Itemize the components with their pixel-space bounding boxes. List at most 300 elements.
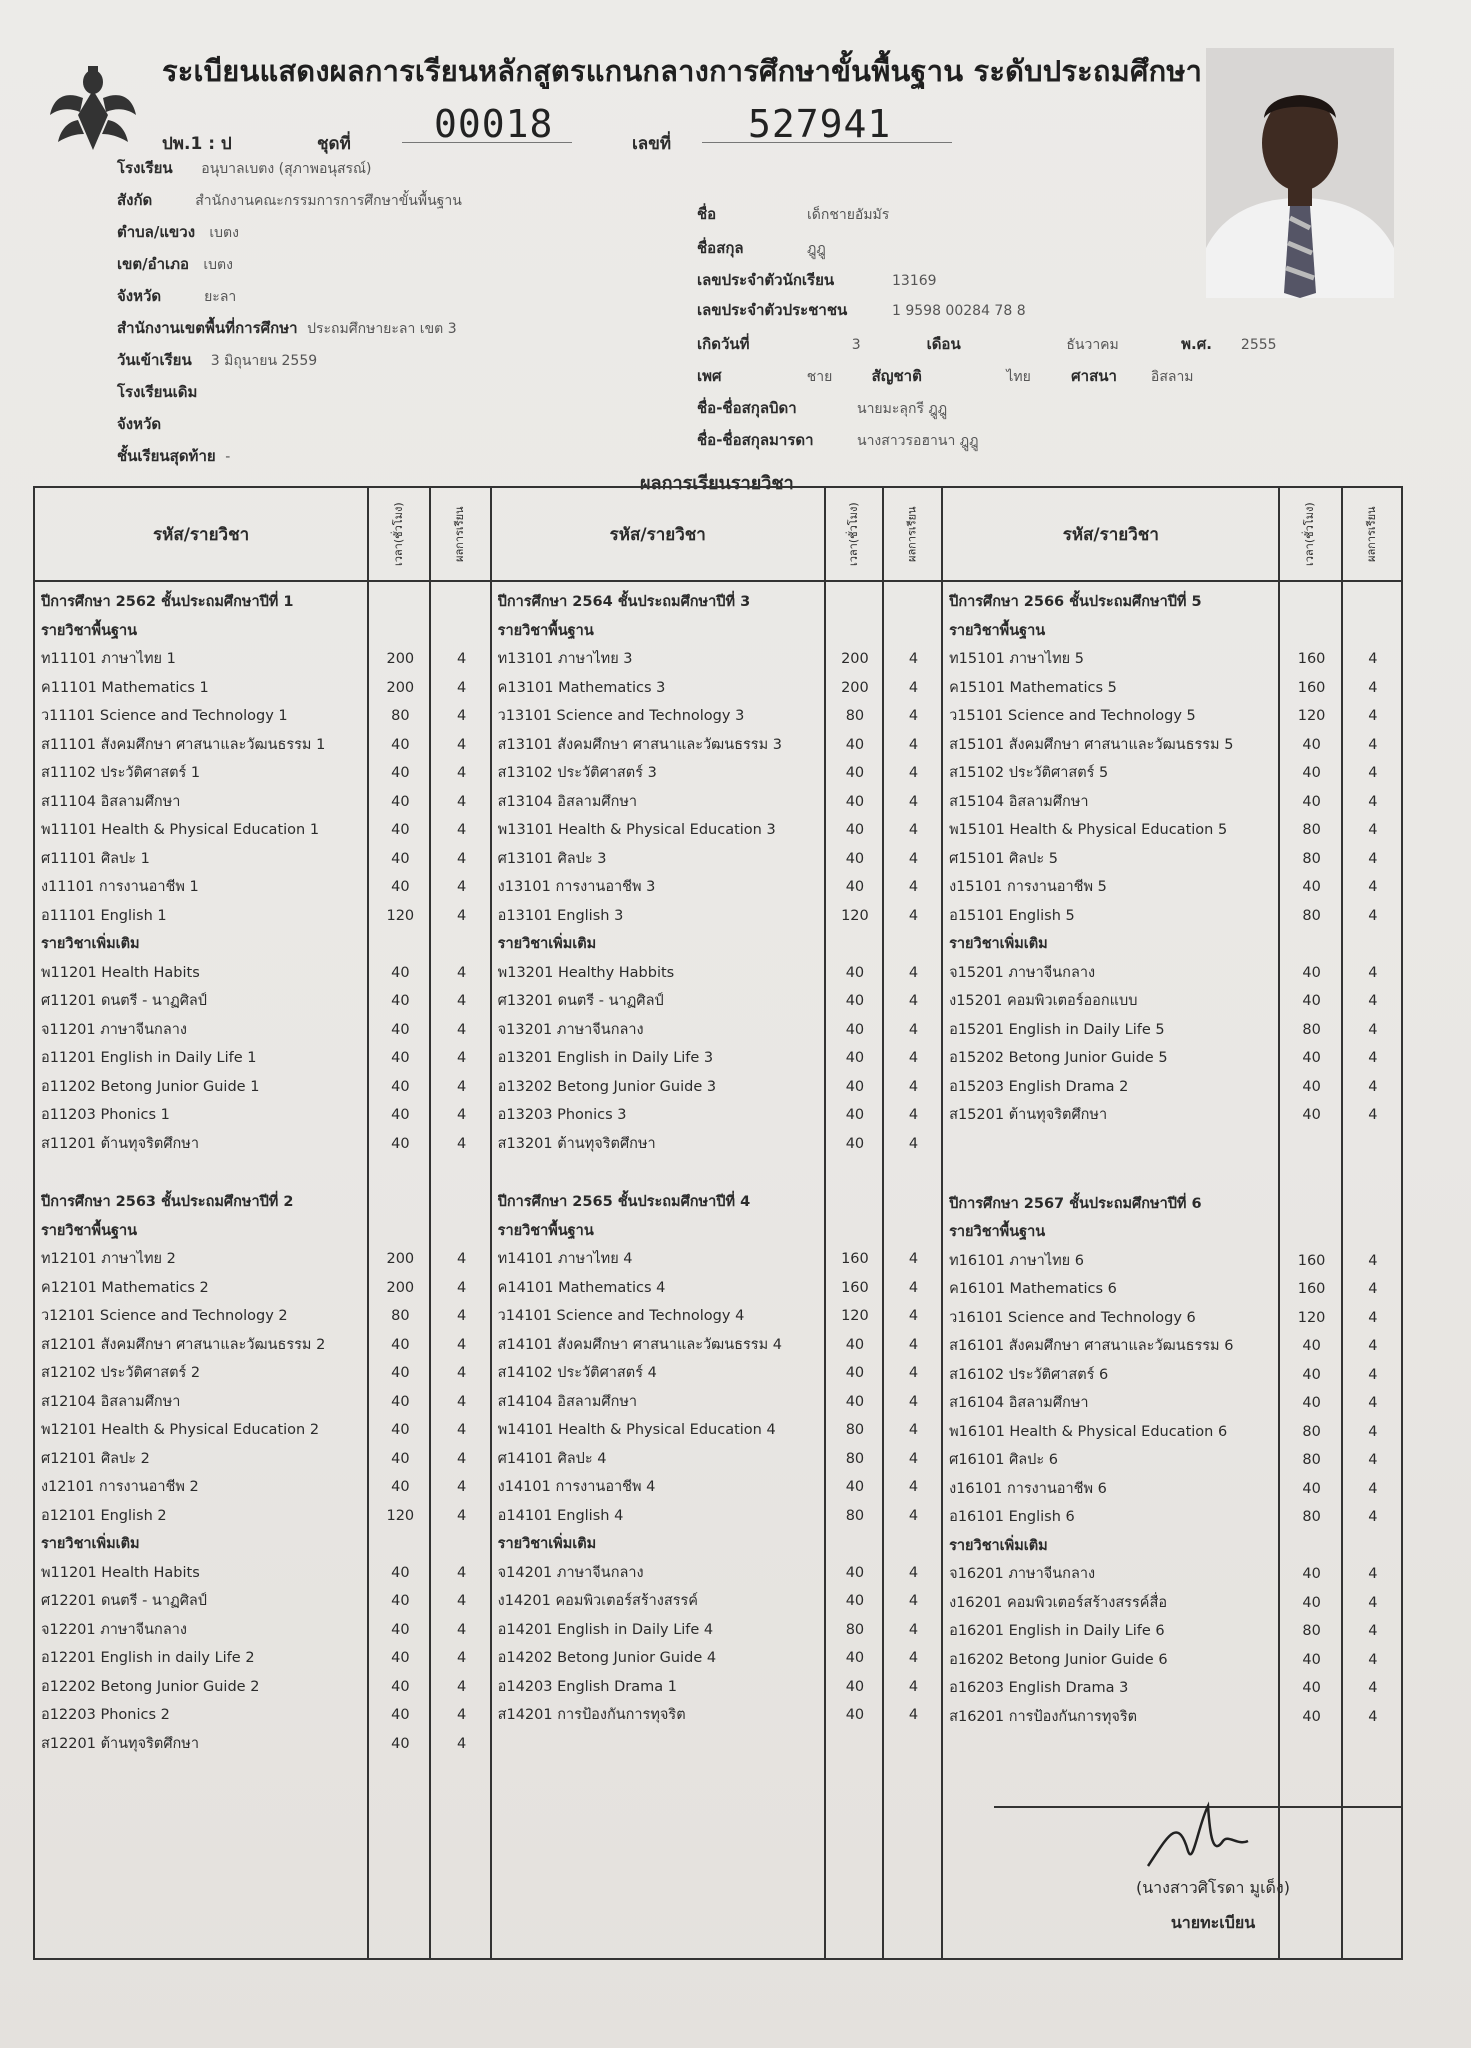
subject-grade: 4 [908,1078,919,1095]
subject-grade: 4 [1368,651,1378,667]
subject-name: ส12104 อิสลามศึกษา [41,1393,181,1410]
subject-grade: 4 [1368,850,1378,867]
district-value: เบตง [203,257,233,273]
district-label: เขต/อำเภอ [117,255,190,273]
subject-name: ง15101 การงานอาชีพ 5 [949,879,1107,895]
garuda-emblem-icon [48,60,138,155]
subject-hours: 80 [1302,850,1321,867]
subject-name: อ16201 English in Daily Life 6 [949,1623,1165,1639]
citizen-id-label: เลขประจำตัวประชาชน [697,301,848,319]
subject-hours: 40 [391,736,410,753]
subject-hours: 40 [391,1678,410,1695]
subject-hours: 40 [1302,793,1321,810]
subject-grade: 4 [908,651,919,667]
subject-hours: 160 [1297,1252,1326,1269]
subject-hours: 40 [845,1678,865,1695]
subject-grade: 4 [1368,1480,1378,1497]
subject-grade: 4 [1368,1623,1378,1639]
subject-grade: 4 [456,822,467,838]
subject-name: ศ13101 ศิลปะ 3 [497,850,607,867]
subject-grade [437,1188,485,1217]
subject-hours [375,930,425,959]
subject-hours: 40 [391,1422,410,1438]
subject-grade [437,1217,485,1246]
subject-hours: 120 [386,907,415,924]
subject-grade: 4 [1368,1366,1378,1383]
subject-grade [1349,617,1397,646]
subject-grade: 4 [456,708,467,724]
subject-grade: 4 [456,1050,467,1066]
section-heading: รายวิชาเพิ่มเติม [497,936,597,952]
subject-hours: 40 [391,1021,410,1038]
subject-hours: 40 [391,765,410,781]
subject-name: จ13201 ภาษาจีนกลาง [497,1021,644,1038]
subject-name: ง16101 การงานอาชีพ 6 [949,1480,1107,1497]
subject-grade [1349,930,1397,959]
subject-hours [832,588,878,617]
subject-hours: 40 [845,822,865,838]
subject-name: อ16203 English Drama 3 [949,1680,1129,1696]
subject-hours: 40 [845,1650,865,1666]
subject-hours [375,617,425,646]
subject-grade: 4 [908,850,919,867]
subject-name: ท13101 ภาษาไทย 3 [497,651,633,667]
subject-hours: 80 [845,1621,865,1638]
subject-hours [1286,1218,1336,1247]
subject-name: อ15202 Betong Junior Guide 5 [949,1050,1168,1066]
section-heading: ปีการศึกษา 2564 ชั้นประถมศึกษาปีที่ 3 [497,594,751,610]
subject-grade: 4 [908,1107,919,1123]
subject-header-3: รหัส/รายวิชา [942,487,1279,581]
last-grade-label: ชั้นเรียนสุดท้าย [117,447,216,465]
subject-grade: 4 [908,1050,919,1066]
student-id-value: 13169 [892,273,937,289]
subject-name: ศ11101 ศิลปะ 1 [41,850,150,867]
subject-hours: 120 [386,1507,415,1524]
subdistrict-label: ตำบล/แขวง [117,223,196,241]
birth-year-value: 2555 [1240,337,1277,353]
subject-hours: 120 [1297,708,1326,724]
subject-hours [375,1188,425,1217]
subject-name: ศ16101 ศิลปะ 6 [949,1452,1058,1468]
subject-name: ว12101 Science and Technology 2 [41,1308,288,1324]
subject-name: อ11101 English 1 [41,907,167,924]
subject-name: อ13201 English in Daily Life 3 [497,1050,714,1066]
subject-name: ง15201 คอมพิวเตอร์ออกแบบ [949,993,1138,1009]
subject-hours: 40 [391,1707,410,1723]
subject-grade: 4 [908,1593,919,1609]
subject-name: พ14101 Health & Physical Education 4 [497,1422,776,1438]
subject-grade: 4 [1368,793,1378,810]
subject-grade: 4 [908,793,919,810]
subject-grade: 4 [908,1251,919,1267]
subject-hours [1286,930,1336,959]
grades-table [33,486,1403,1960]
subject-hours: 40 [1302,1338,1321,1354]
subject-grade: 4 [908,1393,919,1410]
subject-grade [437,588,485,617]
subject-name: ส13104 อิสลามศึกษา [497,793,638,810]
subject-hours: 80 [1302,1509,1321,1525]
subject-hours: 40 [391,1336,410,1353]
subject-name: ค13101 Mathematics 3 [497,679,666,696]
subject-grade: 4 [908,1021,919,1038]
subject-grade: 4 [908,1422,919,1438]
subject-name: อ14202 Betong Junior Guide 4 [497,1650,717,1666]
signature-icon [1138,1796,1258,1876]
mother-label: ชื่อ-ชื่อสกุลมารดา [697,431,814,449]
subdistrict-value: เบตง [209,225,239,241]
subject-name: พ13201 Healthy Habbits [497,964,675,981]
subject-hours: 200 [386,1251,415,1267]
subject-grade: 4 [908,879,919,895]
subject-grade: 4 [456,1678,467,1695]
subject-name: ง16201 คอมพิวเตอร์สร้างสรรค์สื่อ [949,1594,1168,1611]
registrar-signature [1098,1786,1328,1936]
subject-grade: 4 [456,1621,467,1638]
subject-hours: 160 [841,1279,869,1296]
subject-hours: 40 [1302,1480,1321,1497]
subject-hours [375,1217,425,1246]
subject-name: ส14101 สังคมศึกษา ศาสนาและวัฒนธรรม 4 [497,1336,782,1353]
subject-grade: 4 [908,1450,919,1467]
subject-grade: 4 [908,964,919,981]
subject-hours: 40 [845,1021,865,1038]
subject-hours: 40 [391,850,410,867]
edu-area-label: สำนักงานเขตพื้นที่การศึกษา [117,319,298,337]
subject-grade: 4 [1368,1566,1378,1582]
prev-province-label: จังหวัด [117,415,162,433]
subject-name: ค16101 Mathematics 6 [949,1281,1117,1297]
spacer [949,1160,1274,1190]
subject-hours: 40 [391,1564,410,1581]
subject-name: ง11101 การงานอาชีพ 1 [41,879,199,895]
subject-name: ง13101 การงานอาชีพ 3 [497,879,656,895]
name-label: ชื่อ [697,205,717,223]
year-label: พ.ศ. [1181,335,1212,353]
birth-month-value: ธันวาคม [1066,337,1119,353]
subject-grade: 4 [908,1365,919,1381]
subject-hours: 40 [845,1107,865,1123]
subject-name: อ14101 English 4 [497,1507,624,1524]
affiliation-label: สังกัด [117,191,153,209]
subject-grade: 4 [1368,679,1378,696]
subject-hours: 40 [391,1479,410,1495]
subject-name: ว11101 Science and Technology 1 [41,708,288,724]
subject-name: จ15201 ภาษาจีนกลาง [949,964,1096,981]
school-label: โรงเรียน [117,159,173,177]
subject-grade: 4 [456,964,467,981]
subject-hours [1286,1532,1336,1561]
subject-name: อ16101 English 6 [949,1509,1075,1525]
subject-hours: 80 [845,708,865,724]
subject-grade: 4 [1368,1050,1378,1066]
subject-name: ว13101 Science and Technology 3 [497,708,745,724]
subject-hours: 40 [391,793,410,810]
subject-hours: 40 [1302,1680,1321,1696]
subject-grade [437,1530,485,1559]
subject-hours: 200 [386,679,415,696]
subject-hours: 40 [391,1735,410,1752]
subject-hours [375,1530,425,1559]
subject-grade [437,617,485,646]
citizen-id-value: 1 9598 00284 78 8 [892,303,1026,319]
subject-hours: 40 [1302,964,1321,981]
subject-hours [375,588,425,617]
subject-hours: 200 [386,1279,415,1296]
subject-grade: 4 [1368,1708,1378,1725]
subject-grade: 4 [456,1393,467,1410]
subject-hours: 40 [845,1365,865,1381]
subject-grade: 4 [456,679,467,696]
student-photo [1206,48,1394,298]
subject-grade: 4 [908,1650,919,1666]
subject-grade [1349,1190,1397,1219]
subject-hours: 40 [1302,765,1321,781]
subject-hours: 40 [845,1479,865,1495]
sex-label: เพศ [697,367,722,385]
enroll-date-label: วันเข้าเรียน [117,351,192,369]
subject-hours: 40 [1302,1050,1321,1066]
subject-grade: 4 [1368,993,1378,1009]
subject-hours: 160 [1297,679,1326,696]
subject-grade: 4 [908,1621,919,1638]
subject-grade: 4 [1368,736,1378,753]
subject-hours: 40 [1302,1708,1321,1725]
subject-grade: 4 [456,651,467,667]
series-number: 00018 [434,102,554,146]
spacer [41,1158,363,1188]
subject-hours: 40 [1302,993,1321,1009]
hours-header-2: เวลา(ชั่วโมง) [825,487,883,581]
nationality-value: ไทย [1006,369,1031,385]
document-number: 527941 [748,102,892,146]
subject-name: อ11202 Betong Junior Guide 1 [41,1078,260,1095]
edu-area-value: ประถมศึกษายะลา เขต 3 [307,321,457,337]
subject-hours: 40 [391,1593,410,1609]
subject-name: ว14101 Science and Technology 4 [497,1308,745,1324]
subject-name: ศ14101 ศิลปะ 4 [497,1450,607,1467]
subject-grade: 4 [456,1735,467,1752]
subject-grade: 4 [908,679,919,696]
subject-hours: 80 [1302,1423,1321,1440]
subject-hours: 40 [845,765,865,781]
subject-grade [890,1530,937,1559]
section-heading: รายวิชาพื้นฐาน [41,622,138,639]
subject-hours: 40 [391,1450,410,1467]
subject-grade: 4 [456,1078,467,1095]
column-2-hours [826,582,882,1730]
section-heading: รายวิชาเพิ่มเติม [497,1536,597,1552]
section-heading: รายวิชาพื้นฐาน [949,1224,1046,1240]
subject-name: ว16101 Science and Technology 6 [949,1309,1196,1326]
subject-hours: 40 [845,993,865,1009]
mother-value: นางสาวรอฮานา ฎูฎู [857,433,979,449]
subject-grade: 4 [908,907,919,924]
subject-name: อ12201 English in daily Life 2 [41,1650,255,1666]
subject-name: อ12203 Phonics 2 [41,1707,170,1723]
subject-name: อ14201 English in Daily Life 4 [497,1621,714,1638]
subject-grade: 4 [908,1479,919,1495]
subject-hours: 40 [845,1707,865,1723]
subject-name: ส12101 สังคมศึกษา ศาสนาและวัฒนธรรม 2 [41,1336,326,1353]
subject-name: จ11201 ภาษาจีนกลาง [41,1021,187,1038]
subject-name: พ13101 Health & Physical Education 3 [497,822,776,838]
subject-hours: 40 [845,1393,865,1410]
subject-grade [890,1158,937,1188]
subject-grade [890,1217,937,1246]
subject-hours: 40 [391,993,410,1009]
subject-hours: 120 [1297,1309,1326,1326]
section-heading: ปีการศึกษา 2563 ชั้นประถมศึกษาปีที่ 2 [41,1194,294,1210]
subject-grade: 4 [456,850,467,867]
results-section-title: ผลการเรียนรายวิชา [640,473,794,494]
subject-name: อ15203 English Drama 2 [949,1078,1129,1095]
subject-grade [890,930,937,959]
month-label: เดือน [926,335,961,353]
subject-name: ศ15101 ศิลปะ 5 [949,850,1058,867]
subject-name: อ13203 Phonics 3 [497,1107,627,1123]
student-id-label: เลขประจำตัวนักเรียน [697,271,835,289]
subject-grade: 4 [908,1336,919,1353]
section-heading: รายวิชาพื้นฐาน [41,1222,138,1239]
form-label: ปพ.1 : ป [162,134,232,154]
subject-grade: 4 [1368,907,1378,924]
father-value: นายมะลุกรี ฎูฎู [857,401,948,417]
subject-grade: 4 [1368,1651,1378,1668]
subject-grade: 4 [456,736,467,753]
subject-hours [832,1188,878,1217]
subject-grade: 4 [456,1021,467,1038]
subject-name: ศ11201 ดนตรี - นาฏศิลป์ [41,993,208,1009]
subject-name: ส14102 ประวัติศาสตร์ 4 [497,1365,657,1381]
subject-name: ส15104 อิสลามศึกษา [949,793,1089,810]
subject-hours: 40 [1302,736,1321,753]
birth-label: เกิดวันที่ [697,335,750,353]
registrar-name: (นางสาวศิโรดา มูเด็ง) [1136,1878,1290,1897]
subject-grade [890,588,937,617]
hours-header-1: เวลา(ชั่วโมง) [368,487,430,581]
subject-grade: 4 [456,993,467,1009]
nationality-label: สัญชาติ [871,367,922,385]
subject-grade: 4 [1368,708,1378,724]
subject-name: อ16202 Betong Junior Guide 6 [949,1651,1168,1668]
subject-name: ส16201 การป้องกันการทุจริต [949,1708,1138,1725]
subject-hours: 40 [1302,1594,1321,1611]
subject-grade: 4 [456,1365,467,1381]
province-value: ยะลา [204,289,237,305]
subject-hours: 40 [391,1078,410,1095]
subject-name: อ13101 English 3 [497,907,624,924]
section-heading: ปีการศึกษา 2567 ชั้นประถมศึกษาปีที่ 6 [949,1195,1202,1212]
subject-name: ง12101 การงานอาชีพ 2 [41,1479,199,1495]
subject-grade: 4 [456,765,467,781]
subject-grade: 4 [456,1422,467,1438]
subject-hours: 40 [391,1135,410,1152]
subject-hours [832,1530,878,1559]
subject-name: อ13202 Betong Junior Guide 3 [497,1078,717,1095]
subject-hours: 80 [845,1507,865,1524]
subject-grade [1349,588,1397,617]
subject-hours: 40 [845,964,865,981]
subject-grade: 4 [908,708,919,724]
subject-name: ท15101 ภาษาไทย 5 [949,651,1085,667]
subject-hours: 40 [845,1078,865,1095]
column-1-grades [431,582,489,1758]
grade-header-2: ผลการเรียน [883,487,942,581]
subject-hours: 40 [845,1593,865,1609]
column-1-hours [369,582,429,1758]
subject-hours: 200 [841,679,869,696]
subject-hours [832,1158,878,1188]
subject-hours: 40 [1302,1107,1321,1123]
column-3-grades [1343,582,1401,1731]
subject-grade: 4 [908,1308,919,1324]
prev-school-label: โรงเรียนเดิม [117,383,198,401]
number-label: เลขที่ [632,134,672,154]
subject-name: พ11201 Health Habits [41,964,200,981]
subject-grade: 4 [1368,1252,1378,1269]
subject-name: พ16101 Health & Physical Education 6 [949,1423,1228,1440]
subject-name: ส11104 อิสลามศึกษา [41,793,181,810]
subject-name: ส11102 ประวัติศาสตร์ 1 [41,765,201,781]
subject-hours: 40 [1302,1651,1321,1668]
column-1-subjects [35,582,367,1758]
section-heading: รายวิชาพื้นฐาน [949,622,1046,639]
subject-grade: 4 [1368,1509,1378,1525]
subject-name: ค15101 Mathematics 5 [949,679,1117,696]
subject-name: ง14101 การงานอาชีพ 4 [497,1479,656,1495]
school-value: อนุบาลเบตง (สุภาพอนุสรณ์) [201,161,372,177]
subject-grade: 4 [908,822,919,838]
subject-name: ส16104 อิสลามศึกษา [949,1395,1089,1411]
subject-grade: 4 [456,793,467,810]
subject-hours: 120 [841,907,869,924]
subject-hours [1286,1190,1336,1219]
subject-grade: 4 [1368,1395,1378,1411]
subject-name: ส13201 ต้านทุจริตศึกษา [497,1135,656,1152]
subject-name: ส12201 ต้านทุจริตศึกษา [41,1735,199,1752]
subject-hours: 80 [1302,1021,1321,1038]
religion-label: ศาสนา [1071,367,1117,385]
subject-name: ส13101 สังคมศึกษา ศาสนาและวัฒนธรรม 3 [497,736,782,753]
subject-name: อ11201 English in Daily Life 1 [41,1050,257,1066]
subject-grade: 4 [908,1507,919,1524]
subject-name: ส11201 ต้านทุจริตศึกษา [41,1135,199,1152]
subject-name: ท14101 ภาษาไทย 4 [497,1251,633,1267]
column-3-subjects [943,582,1278,1731]
subject-name: จ12201 ภาษาจีนกลาง [41,1621,187,1638]
subject-hours: 160 [1297,1281,1326,1297]
subject-hours: 40 [1302,1078,1321,1095]
subject-grade: 4 [1368,1021,1378,1038]
subject-grade: 4 [1368,1281,1378,1297]
subject-header-2: รหัส/รายวิชา [491,487,825,581]
subject-hours: 40 [845,1050,865,1066]
subject-grade: 4 [908,765,919,781]
subject-hours [1286,617,1336,646]
enroll-date-value: 3 มิถุนายน 2559 [210,353,318,369]
subject-grade: 4 [456,1650,467,1666]
subject-hours: 160 [1297,651,1326,667]
subject-grade: 4 [908,1279,919,1296]
surname-label: ชื่อสกุล [697,239,744,257]
subject-hours: 40 [845,879,865,895]
subject-grade: 4 [456,1336,467,1353]
subject-hours [832,617,878,646]
section-heading: รายวิชาเพิ่มเติม [949,1537,1048,1554]
section-heading: ปีการศึกษา 2566 ชั้นประถมศึกษาปีที่ 5 [949,594,1202,610]
